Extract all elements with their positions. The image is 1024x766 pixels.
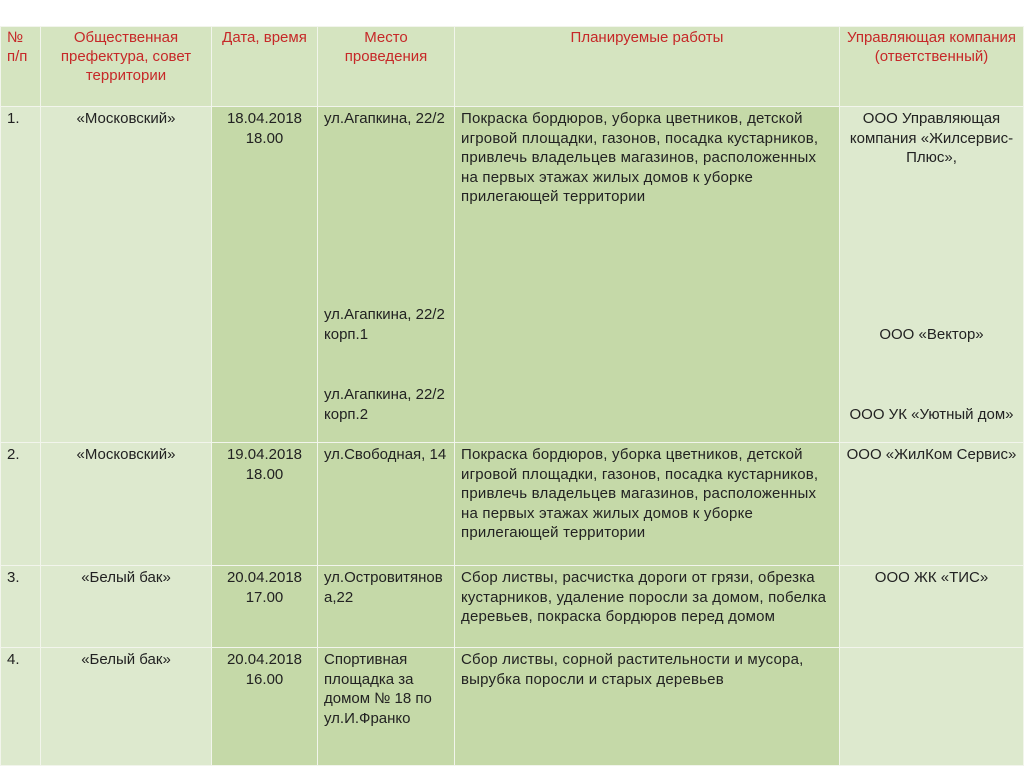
row-time: 16.00 [245, 670, 284, 688]
row-works: Покраска бордюров, уборка цветников, детской игровой площадки, газонов, посадка кустарников, привлечь владельцев магазинов, расположенных на первых этажах жилых домов к уборке прилегающей территории [455, 443, 840, 566]
row-works: Покраска бордюров, уборка цветников, детской игровой площадки, газонов, посадка кустарников, привлечь владельцев магазинов, расположенных на первых этажах жилых домов к уборке прилегающей территории [455, 107, 840, 443]
row-date: 18.04.2018 [226, 110, 303, 127]
header-num: № п/п [1, 27, 41, 107]
row-company: ООО «ЖилКом Сервис» [840, 443, 1024, 566]
row-prefecture: «Московский» [41, 443, 212, 566]
table-header-row [1, 27, 1024, 107]
row-date: 19.04.2018 [226, 446, 303, 463]
row-place [318, 107, 455, 443]
row-place: Спортивная площадка за домом № 18 по ул.И.Франко [318, 648, 455, 766]
header-place: Место проведения [318, 27, 455, 107]
row-date: 20.04.2018 [226, 651, 303, 668]
row-num: 2. [1, 443, 41, 566]
place-address: ул.Агапкина, 22/2 [324, 110, 445, 127]
row-works: Сбор листвы, сорной растительности и мусора, вырубка поросли и старых деревьев [455, 648, 840, 766]
row-place: ул.Свободная, 14 [318, 443, 455, 566]
row-time: 17.00 [245, 588, 284, 606]
place-address: ул.Агапкина, 22/2 корп.1 [324, 306, 445, 343]
row-datetime [212, 648, 318, 766]
row-num: 4. [1, 648, 41, 766]
header-datetime: Дата, время [212, 27, 318, 107]
table-row [1, 443, 1024, 566]
row-company: ООО ЖК «ТИС» [840, 566, 1024, 648]
cleanup-schedule-table [0, 26, 1024, 766]
row-datetime [212, 566, 318, 648]
place-address: ул.Агапкина, 22/2 корп.2 [324, 386, 445, 423]
header-prefecture: Общественная префектура, совет территории [41, 27, 212, 107]
row-prefecture: «Белый бак» [41, 648, 212, 766]
row-datetime [212, 107, 318, 443]
row-company [840, 107, 1024, 443]
row-company [840, 648, 1024, 766]
row-time: 18.00 [245, 465, 284, 483]
row-prefecture: «Московский» [41, 107, 212, 443]
row-date: 20.04.2018 [226, 569, 303, 586]
row-time: 18.00 [245, 129, 284, 147]
header-works: Планируемые работы [455, 27, 840, 107]
row-prefecture: «Белый бак» [41, 566, 212, 648]
table-row [1, 648, 1024, 766]
table-row [1, 566, 1024, 648]
company-name: ООО Управляющая компания «Жилсервис-Плюс», [849, 110, 1014, 166]
company-name: ООО «Вектор» [879, 326, 984, 343]
row-num: 3. [1, 566, 41, 648]
row-place: ул.Островитянова,22 [318, 566, 455, 648]
header-company: Управляющая компания (ответственный) [840, 27, 1024, 107]
row-datetime [212, 443, 318, 566]
row-works: Сбор листвы, расчистка дороги от грязи, обрезка кустарников, удаление поросли за домом, побелка деревьев, покраска бордюров перед домом [455, 566, 840, 648]
company-name: ООО УК «Уютный дом» [849, 406, 1014, 423]
row-num: 1. [1, 107, 41, 443]
table-row [1, 107, 1024, 443]
